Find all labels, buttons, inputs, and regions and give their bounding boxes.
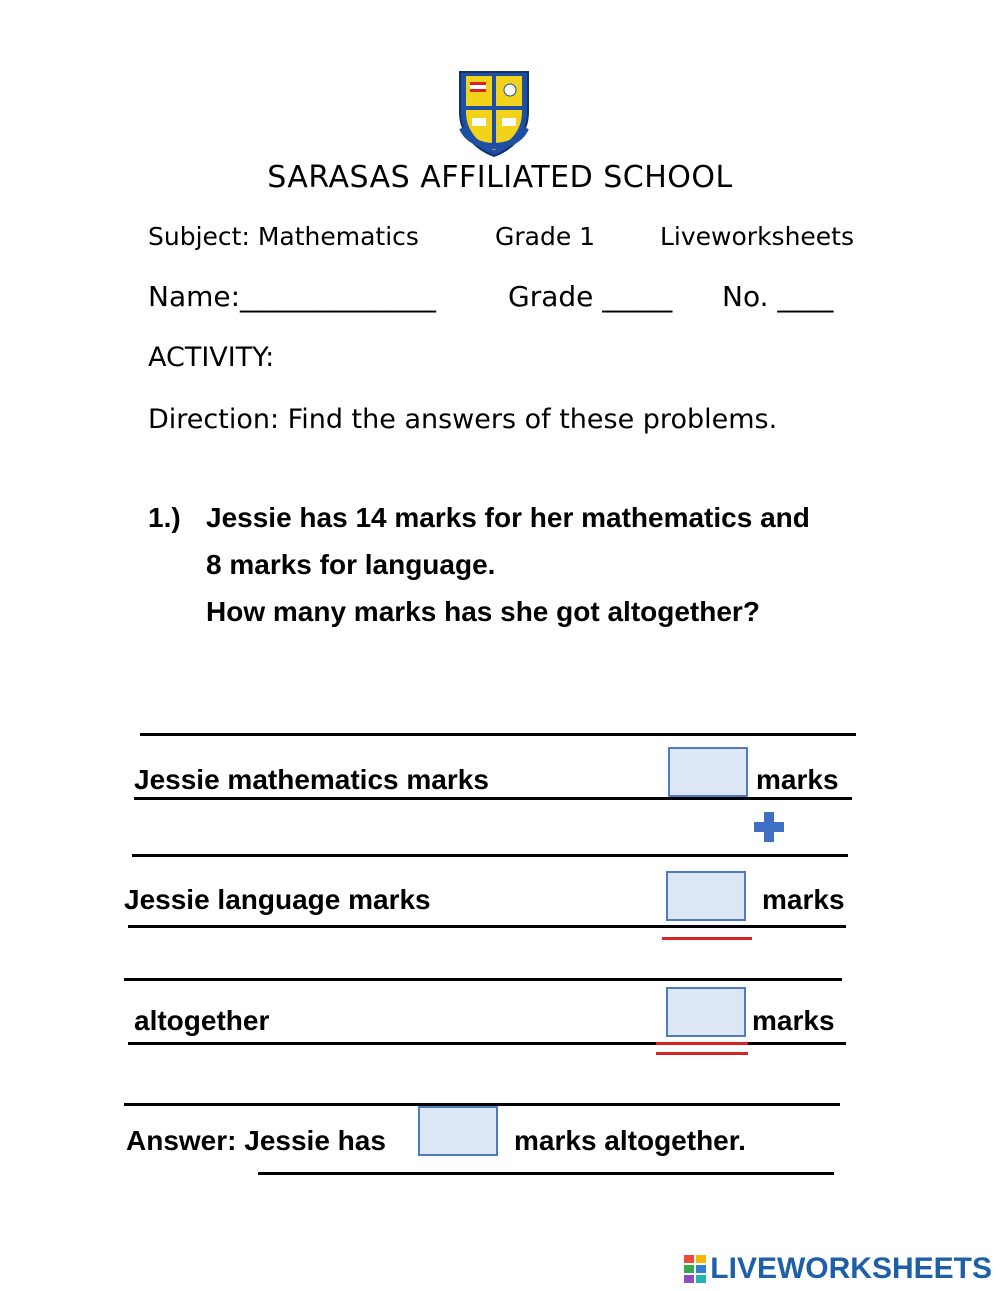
- language-marks-label: Jessie language marks: [124, 884, 431, 915]
- liveworksheets-icon: [684, 1255, 706, 1283]
- red-double-underline: [656, 1042, 748, 1045]
- red-double-underline: [656, 1052, 748, 1055]
- question-line-3: How many marks has she got altogether?: [206, 596, 760, 627]
- plus-icon: [752, 810, 786, 844]
- rule-line: [128, 925, 846, 928]
- direction-text: Direction: Find the answers of these problems.: [148, 404, 778, 435]
- rule-line: [132, 854, 848, 857]
- question-number: 1.): [148, 502, 181, 533]
- language-marks-unit: marks: [762, 884, 845, 915]
- school-name: SARASAS AFFILIATED SCHOOL: [267, 160, 733, 195]
- name-field: Name:______________: [148, 280, 437, 313]
- number-field: No. ____: [722, 280, 834, 313]
- rule-line: [140, 733, 856, 736]
- red-underline: [662, 937, 752, 940]
- grade-label: Grade 1: [495, 222, 596, 251]
- math-marks-answer-box[interactable]: [668, 747, 748, 797]
- math-marks-unit: marks: [756, 764, 839, 795]
- altogether-label: altogether: [134, 1005, 270, 1036]
- math-marks-label: Jessie mathematics marks: [134, 764, 489, 795]
- subject-label: Subject: Mathematics: [148, 222, 419, 251]
- activity-heading: ACTIVITY:: [148, 342, 275, 373]
- language-marks-answer-box[interactable]: [666, 871, 746, 921]
- rule-line: [134, 797, 852, 800]
- total-marks-answer-box[interactable]: [666, 987, 746, 1037]
- school-crest-logo: [452, 66, 536, 158]
- question-line-1: Jessie has 14 marks for her mathematics and: [206, 502, 810, 533]
- rule-line: [124, 978, 842, 981]
- liveworksheets-logo: [684, 1252, 992, 1286]
- rule-line: [258, 1172, 834, 1175]
- question-line-2: 8 marks for language.: [206, 549, 496, 580]
- site-label: Liveworksheets: [660, 222, 855, 251]
- answer-box[interactable]: [418, 1106, 498, 1156]
- total-marks-unit: marks: [752, 1005, 835, 1036]
- answer-suffix: marks altogether.: [514, 1125, 746, 1156]
- grade-field: Grade _____: [508, 280, 673, 313]
- answer-prefix: Answer: Jessie has: [126, 1125, 386, 1156]
- liveworksheets-brand: LIVEWORKSHEETS: [710, 1252, 992, 1285]
